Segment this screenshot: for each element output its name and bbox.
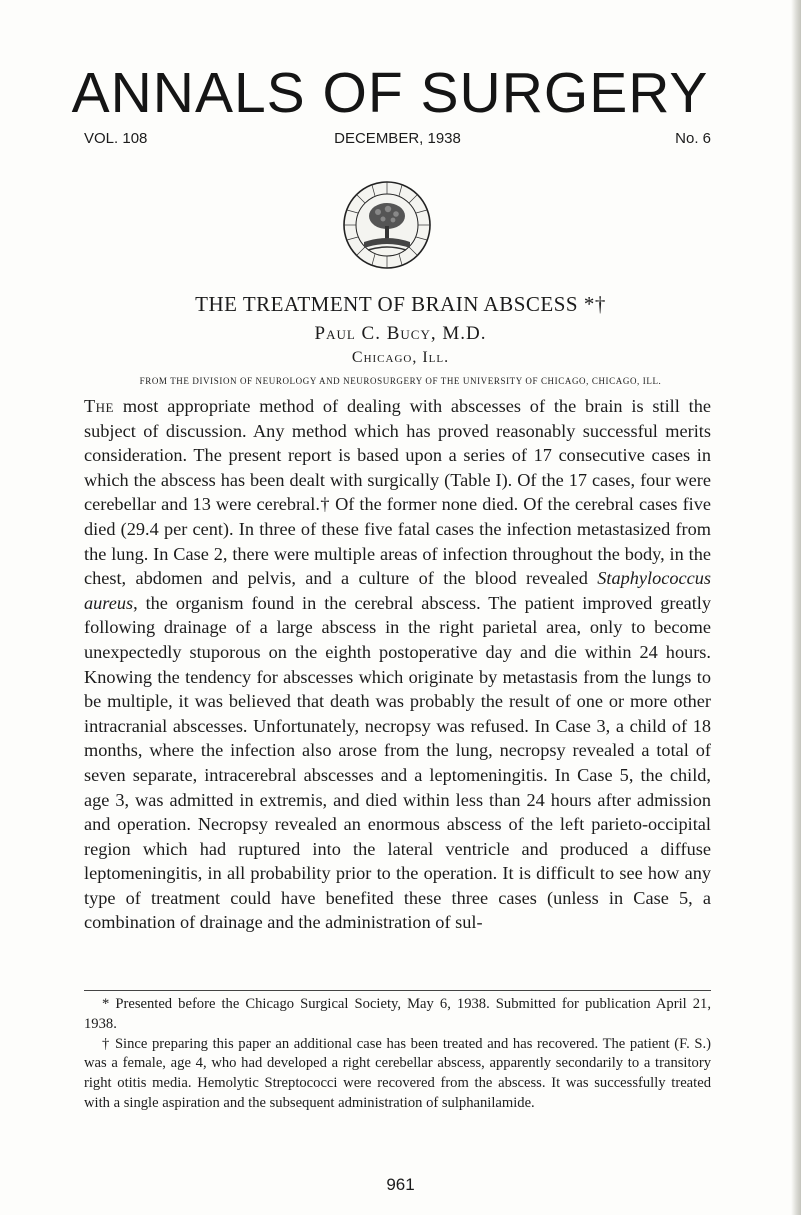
author-name: Paul C. Bucy, M.D. bbox=[314, 323, 487, 344]
society-seal-icon bbox=[342, 180, 432, 270]
body-text-part1: most appropriate method of dealing with abscesses of the brain is still the subject of discussion. Any method which has proved reasonably successful merits consideration. The present report is based upon a series of 17 consecutive cases in which the abscess has been dealt with surgically (Table I). Of the 17 cases, four were cerebellar and 13 were cerebral.† Of the former none died. Of the cerebral cases five died (29.4 per cent). In three of these five fatal cases the infection metastasized from the lung. In Case 2, there were multiple areas of infection throughout the body, in the chest, abdomen and pelvis, and a culture of the blood revealed bbox=[84, 396, 711, 589]
page-edge-shadow bbox=[791, 0, 801, 1215]
issue-line bbox=[84, 130, 711, 152]
organism-name: Staphylococcus aureus bbox=[84, 568, 711, 613]
author-location: Chicago, Ill. bbox=[351, 349, 450, 366]
footnotes bbox=[84, 995, 711, 1114]
article-body bbox=[84, 394, 711, 935]
footnote-divider bbox=[84, 990, 711, 991]
body-text-part2: , the organism found in the cerebral abscess. The patient improved greatly following drainage of a large abscess in the right parietal area, only to become unexpectedly stuporous on the eighth postoperative day and die within 24 hours. Knowing the tendency for abscesses which originate by metastasis from the lungs to be multiple, it was believed that death was probably the result of one or more other intracranial abscesses. Unfortunately, necropsy was refused. In Case 3, a child of 18 months, where the infection also arose from the lung, necropsy revealed a total of seven separate, intracerebral abscesses and a leptomeningitis. In Case 5, the child, age 3, was admitted in extremis, and died within less than 24 hours after admission and operation. Necropsy revealed an enormous abscess of the left parieto-occipital region which had ruptured into the lateral ventricle and produced a diffuse leptomeningitis, in all probability prior to the operation. It is difficult to see how any type of treatment could have benefited these three cases (unless in Case 5, a combination of drainage and the administration of sul- bbox=[84, 592, 711, 933]
journal-title: ANNALS OF SURGERY bbox=[71, 61, 709, 125]
issue-number: No. 6 bbox=[675, 130, 711, 147]
author-affiliation: FROM THE DIVISION OF NEUROLOGY AND NEUROSURGERY OF THE UNIVERSITY OF CHICAGO, CHICAGO, ILL. bbox=[139, 376, 662, 386]
footnote-presented: * Presented before the Chicago Surgical Society, May 6, 1938. Submitted for publication April 21, 1938. bbox=[84, 996, 711, 1032]
footnote-additional-case: † Since preparing this paper an additional case has been treated and has recovered. The patient (F. S.) was a female, age 4, who had developed a right cerebellar abscess, apparently secondarily to a transitory right otitis media. Hemolytic Streptococci were recovered from the abscess. It was successfully treated with a single aspiration and the subsequent administration of sulphanilamide. bbox=[84, 1035, 711, 1111]
article-title: THE TREATMENT OF BRAIN ABSCESS *† bbox=[195, 292, 606, 316]
issue-date: DECEMBER, 1938 bbox=[334, 130, 461, 147]
volume-label: VOL. 108 bbox=[84, 130, 148, 147]
page-number: 961 bbox=[386, 1175, 415, 1194]
lead-word: The bbox=[84, 396, 114, 416]
